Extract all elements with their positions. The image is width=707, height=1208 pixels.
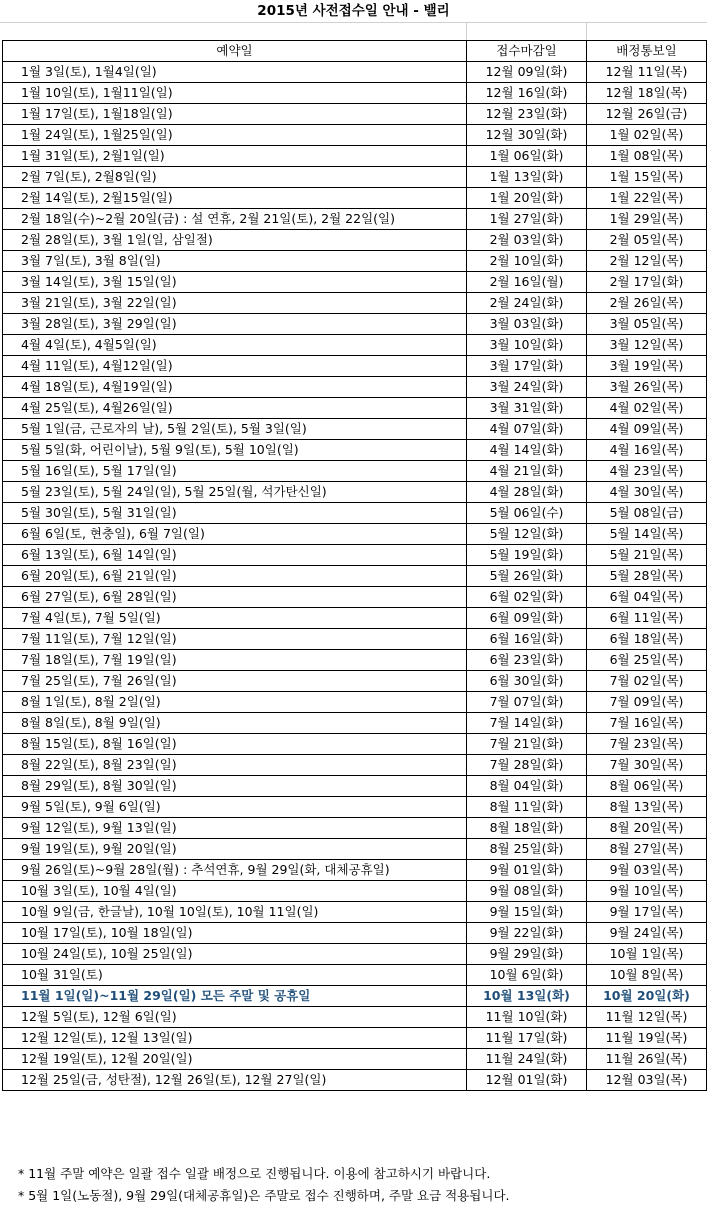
table-row [3, 881, 707, 902]
table-row [3, 566, 707, 587]
cell-reservation-date: 5월 5일(화, 어린이날), 5월 9일(토), 5월 10일(일) [3, 440, 467, 461]
cell-deadline: 8월 18일(화) [467, 818, 587, 839]
cell-notification: 8월 20일(목) [587, 818, 707, 839]
column-header-deadline: 접수마감일 [467, 41, 587, 62]
cell-notification: 2월 26일(목) [587, 293, 707, 314]
cell-reservation-date: 1월 31일(토), 2월1일(일) [3, 146, 467, 167]
cell-reservation-date: 8월 29일(토), 8월 30일(일) [3, 776, 467, 797]
cell-notification: 5월 21일(목) [587, 545, 707, 566]
table-row [3, 398, 707, 419]
grid-line [466, 22, 467, 40]
cell-deadline: 12월 01일(화) [467, 1070, 587, 1091]
cell-notification: 11월 26일(목) [587, 1049, 707, 1070]
cell-reservation-date: 7월 4일(토), 7월 5일(일) [3, 608, 467, 629]
table-row [3, 314, 707, 335]
table-row [3, 377, 707, 398]
table-row [3, 545, 707, 566]
cell-reservation-date: 1월 24일(토), 1월25일(일) [3, 125, 467, 146]
cell-reservation-date: 6월 6일(토, 현충일), 6월 7일(일) [3, 524, 467, 545]
cell-deadline: 5월 12일(화) [467, 524, 587, 545]
cell-notification: 4월 16일(목) [587, 440, 707, 461]
cell-reservation-date: 12월 5일(토), 12월 6일(일) [3, 1007, 467, 1028]
table-row [3, 965, 707, 986]
cell-notification: 5월 08일(금) [587, 503, 707, 524]
table-row [3, 356, 707, 377]
table-row [3, 776, 707, 797]
table-row [3, 251, 707, 272]
cell-deadline: 7월 14일(화) [467, 713, 587, 734]
cell-deadline: 6월 02일(화) [467, 587, 587, 608]
cell-notification: 1월 02일(목) [587, 125, 707, 146]
table-row [3, 608, 707, 629]
table-row [3, 1070, 707, 1091]
table-row [3, 839, 707, 860]
cell-deadline: 3월 10일(화) [467, 335, 587, 356]
cell-notification: 8월 06일(목) [587, 776, 707, 797]
cell-deadline: 10월 13일(화) [467, 986, 587, 1007]
cell-notification: 6월 04일(목) [587, 587, 707, 608]
cell-notification: 6월 11일(목) [587, 608, 707, 629]
table-row [3, 797, 707, 818]
table-row [3, 755, 707, 776]
grid-line [0, 22, 707, 23]
cell-reservation-date: 5월 1일(금, 근로자의 날), 5월 2일(토), 5월 3일(일) [3, 419, 467, 440]
cell-deadline: 9월 08일(화) [467, 881, 587, 902]
cell-deadline: 3월 03일(화) [467, 314, 587, 335]
table-row [3, 335, 707, 356]
cell-deadline: 9월 01일(화) [467, 860, 587, 881]
cell-reservation-date: 3월 28일(토), 3월 29일(일) [3, 314, 467, 335]
cell-notification: 12월 26일(금) [587, 104, 707, 125]
cell-reservation-date: 8월 22일(토), 8월 23일(일) [3, 755, 467, 776]
cell-deadline: 4월 28일(화) [467, 482, 587, 503]
schedule-table [2, 40, 707, 1091]
cell-notification: 12월 18일(목) [587, 83, 707, 104]
footnote-1: * 11월 주말 예약은 일괄 접수 일괄 배정으로 진행됩니다. 이용에 참고하시기 바랍니다. [18, 1166, 491, 1181]
table-row [3, 230, 707, 251]
cell-reservation-date: 2월 14일(토), 2월15일(일) [3, 188, 467, 209]
cell-notification: 7월 16일(목) [587, 713, 707, 734]
cell-deadline: 6월 16일(화) [467, 629, 587, 650]
table-row [3, 167, 707, 188]
cell-deadline: 9월 22일(화) [467, 923, 587, 944]
cell-reservation-date: 3월 21일(토), 3월 22일(일) [3, 293, 467, 314]
table-row [3, 482, 707, 503]
table-row [3, 461, 707, 482]
cell-notification: 3월 19일(목) [587, 356, 707, 377]
cell-reservation-date: 6월 27일(토), 6월 28일(일) [3, 587, 467, 608]
grid-line [586, 22, 587, 40]
cell-reservation-date: 1월 10일(토), 1월11일(일) [3, 83, 467, 104]
table-row [3, 650, 707, 671]
table-row [3, 125, 707, 146]
cell-notification: 7월 30일(목) [587, 755, 707, 776]
cell-reservation-date: 10월 24일(토), 10월 25일(일) [3, 944, 467, 965]
table-row [3, 104, 707, 125]
cell-notification: 4월 30일(목) [587, 482, 707, 503]
cell-notification: 12월 03일(목) [587, 1070, 707, 1091]
cell-reservation-date: 7월 25일(토), 7월 26일(일) [3, 671, 467, 692]
cell-deadline: 11월 24일(화) [467, 1049, 587, 1070]
table-header-row [3, 41, 707, 62]
cell-notification: 4월 09일(목) [587, 419, 707, 440]
table-row [3, 1028, 707, 1049]
cell-notification: 5월 14일(목) [587, 524, 707, 545]
cell-reservation-date: 4월 18일(토), 4월19일(일) [3, 377, 467, 398]
cell-reservation-date: 7월 11일(토), 7월 12일(일) [3, 629, 467, 650]
table-row [3, 902, 707, 923]
cell-notification: 8월 27일(목) [587, 839, 707, 860]
page-title: 2015년 사전접수일 안내 - 밸리 [257, 3, 450, 19]
cell-reservation-date: 9월 26일(토)~9월 28일(월) : 추석연휴, 9월 29일(화, 대체공휴일) [3, 860, 467, 881]
cell-reservation-date: 9월 5일(토), 9월 6일(일) [3, 797, 467, 818]
table-row [3, 209, 707, 230]
cell-deadline: 11월 17일(화) [467, 1028, 587, 1049]
cell-notification: 4월 23일(목) [587, 461, 707, 482]
cell-deadline: 1월 27일(화) [467, 209, 587, 230]
footnote-2: * 5월 1일(노동절), 9월 29일(대체공휴일)은 주말로 접수 진행하며, 주말 요금 적용됩니다. [18, 1188, 510, 1203]
cell-deadline: 5월 19일(화) [467, 545, 587, 566]
cell-notification: 7월 09일(목) [587, 692, 707, 713]
column-header-notification: 배정통보일 [587, 41, 707, 62]
cell-reservation-date: 12월 19일(토), 12월 20일(일) [3, 1049, 467, 1070]
cell-reservation-date: 2월 7일(토), 2월8일(일) [3, 167, 467, 188]
cell-deadline: 12월 09일(화) [467, 62, 587, 83]
cell-deadline: 4월 14일(화) [467, 440, 587, 461]
table-row [3, 671, 707, 692]
cell-notification: 1월 29일(목) [587, 209, 707, 230]
cell-deadline: 1월 20일(화) [467, 188, 587, 209]
cell-deadline: 4월 07일(화) [467, 419, 587, 440]
cell-deadline: 12월 30일(화) [467, 125, 587, 146]
cell-notification: 7월 23일(목) [587, 734, 707, 755]
cell-reservation-date: 2월 18일(수)~2월 20일(금) : 설 연휴, 2월 21일(토), 2월 22일(일) [3, 209, 467, 230]
cell-deadline: 10월 6일(화) [467, 965, 587, 986]
cell-deadline: 7월 28일(화) [467, 755, 587, 776]
cell-reservation-date: 1월 17일(토), 1월18일(일) [3, 104, 467, 125]
cell-deadline: 3월 24일(화) [467, 377, 587, 398]
cell-notification: 7월 02일(목) [587, 671, 707, 692]
cell-deadline: 7월 21일(화) [467, 734, 587, 755]
cell-reservation-date: 3월 14일(토), 3월 15일(일) [3, 272, 467, 293]
cell-deadline: 8월 11일(화) [467, 797, 587, 818]
table-row [3, 944, 707, 965]
cell-notification: 9월 17일(목) [587, 902, 707, 923]
cell-notification: 9월 10일(목) [587, 881, 707, 902]
cell-deadline: 2월 10일(화) [467, 251, 587, 272]
cell-notification: 11월 19일(목) [587, 1028, 707, 1049]
cell-deadline: 9월 15일(화) [467, 902, 587, 923]
table-row [3, 860, 707, 881]
cell-reservation-date: 9월 12일(토), 9월 13일(일) [3, 818, 467, 839]
cell-notification: 6월 25일(목) [587, 650, 707, 671]
table-row [3, 524, 707, 545]
cell-reservation-date: 11월 1일(일)~11월 29일(일) 모든 주말 및 공휴일 [3, 986, 467, 1007]
cell-reservation-date: 4월 4일(토), 4월5일(일) [3, 335, 467, 356]
cell-deadline: 6월 30일(화) [467, 671, 587, 692]
cell-deadline: 7월 07일(화) [467, 692, 587, 713]
table-row [3, 440, 707, 461]
cell-deadline: 6월 09일(화) [467, 608, 587, 629]
table-row [3, 1007, 707, 1028]
cell-deadline: 6월 23일(화) [467, 650, 587, 671]
table-row [3, 293, 707, 314]
cell-notification: 1월 08일(목) [587, 146, 707, 167]
cell-deadline: 2월 24일(화) [467, 293, 587, 314]
cell-reservation-date: 7월 18일(토), 7월 19일(일) [3, 650, 467, 671]
cell-reservation-date: 8월 1일(토), 8월 2일(일) [3, 692, 467, 713]
table-row [3, 62, 707, 83]
cell-notification: 6월 18일(목) [587, 629, 707, 650]
cell-notification: 3월 26일(목) [587, 377, 707, 398]
table-row [3, 713, 707, 734]
cell-reservation-date: 2월 28일(토), 3월 1일(일, 삼일절) [3, 230, 467, 251]
cell-deadline: 12월 23일(화) [467, 104, 587, 125]
cell-reservation-date: 8월 15일(토), 8월 16일(일) [3, 734, 467, 755]
cell-reservation-date: 4월 25일(토), 4월26일(일) [3, 398, 467, 419]
cell-reservation-date: 10월 31일(토) [3, 965, 467, 986]
cell-deadline: 2월 03일(화) [467, 230, 587, 251]
table-row [3, 629, 707, 650]
cell-reservation-date: 9월 19일(토), 9월 20일(일) [3, 839, 467, 860]
cell-deadline: 5월 26일(화) [467, 566, 587, 587]
cell-notification: 1월 15일(목) [587, 167, 707, 188]
cell-deadline: 1월 06일(화) [467, 146, 587, 167]
cell-notification: 4월 02일(목) [587, 398, 707, 419]
table-row [3, 986, 707, 1007]
table-row [3, 692, 707, 713]
cell-reservation-date: 4월 11일(토), 4월12일(일) [3, 356, 467, 377]
cell-reservation-date: 3월 7일(토), 3월 8일(일) [3, 251, 467, 272]
cell-reservation-date: 1월 3일(토), 1월4일(일) [3, 62, 467, 83]
cell-deadline: 9월 29일(화) [467, 944, 587, 965]
cell-deadline: 2월 16일(월) [467, 272, 587, 293]
table-row [3, 587, 707, 608]
cell-notification: 5월 28일(목) [587, 566, 707, 587]
cell-reservation-date: 6월 20일(토), 6월 21일(일) [3, 566, 467, 587]
cell-notification: 3월 12일(목) [587, 335, 707, 356]
cell-reservation-date: 12월 25일(금, 성탄절), 12월 26일(토), 12월 27일(일) [3, 1070, 467, 1091]
cell-reservation-date: 5월 23일(토), 5월 24일(일), 5월 25일(월, 석가탄신일) [3, 482, 467, 503]
cell-deadline: 12월 16일(화) [467, 83, 587, 104]
cell-notification: 2월 05일(목) [587, 230, 707, 251]
cell-reservation-date: 10월 17일(토), 10월 18일(일) [3, 923, 467, 944]
cell-reservation-date: 6월 13일(토), 6월 14일(일) [3, 545, 467, 566]
cell-deadline: 1월 13일(화) [467, 167, 587, 188]
table-row [3, 1049, 707, 1070]
cell-notification: 9월 24일(목) [587, 923, 707, 944]
cell-deadline: 3월 17일(화) [467, 356, 587, 377]
table-row [3, 503, 707, 524]
cell-notification: 10월 20일(화) [587, 986, 707, 1007]
cell-notification: 8월 13일(목) [587, 797, 707, 818]
table-row [3, 419, 707, 440]
cell-reservation-date: 10월 9일(금, 한글날), 10월 10일(토), 10월 11일(일) [3, 902, 467, 923]
cell-deadline: 8월 04일(화) [467, 776, 587, 797]
cell-notification: 3월 05일(목) [587, 314, 707, 335]
cell-deadline: 8월 25일(화) [467, 839, 587, 860]
table-row [3, 188, 707, 209]
cell-notification: 2월 12일(목) [587, 251, 707, 272]
column-header-reservation-date: 예약일 [3, 41, 467, 62]
cell-reservation-date: 12월 12일(토), 12월 13일(일) [3, 1028, 467, 1049]
table-row [3, 818, 707, 839]
table-row [3, 734, 707, 755]
cell-deadline: 11월 10일(화) [467, 1007, 587, 1028]
cell-deadline: 4월 21일(화) [467, 461, 587, 482]
table-row [3, 83, 707, 104]
cell-notification: 12월 11일(목) [587, 62, 707, 83]
cell-reservation-date: 10월 3일(토), 10월 4일(일) [3, 881, 467, 902]
cell-deadline: 3월 31일(화) [467, 398, 587, 419]
cell-deadline: 5월 06일(수) [467, 503, 587, 524]
table-row [3, 923, 707, 944]
cell-notification: 2월 17일(화) [587, 272, 707, 293]
cell-reservation-date: 8월 8일(토), 8월 9일(일) [3, 713, 467, 734]
cell-notification: 1월 22일(목) [587, 188, 707, 209]
cell-notification: 10월 8일(목) [587, 965, 707, 986]
table-row [3, 272, 707, 293]
table-row [3, 146, 707, 167]
cell-reservation-date: 5월 16일(토), 5월 17일(일) [3, 461, 467, 482]
cell-reservation-date: 5월 30일(토), 5월 31일(일) [3, 503, 467, 524]
cell-notification: 11월 12일(목) [587, 1007, 707, 1028]
cell-notification: 9월 03일(목) [587, 860, 707, 881]
cell-notification: 10월 1일(목) [587, 944, 707, 965]
